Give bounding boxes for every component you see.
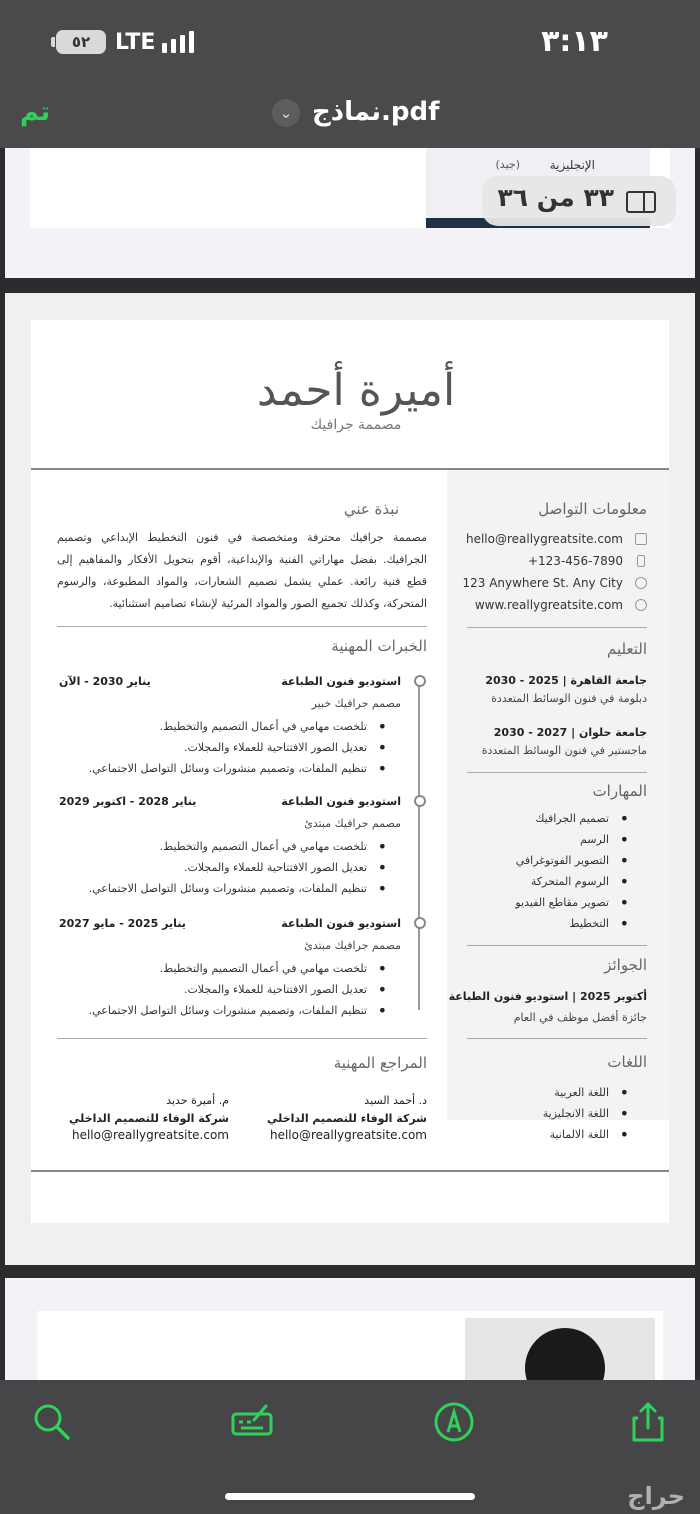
job-bullet: تلخصت مهامي في أعمال التصميم والتخطيط. • bbox=[160, 840, 367, 853]
job-dates: يناير 2030 - الآن bbox=[59, 675, 151, 688]
reference-email: hello@reallygreatsite.com bbox=[269, 1128, 427, 1142]
footer-divider bbox=[31, 1170, 669, 1172]
language-item: اللغة الانجليزية • bbox=[543, 1107, 609, 1120]
job-bullet: تنظيم الملفات، وتصميم منشورات وسائل التواصل الاجتماعي. • bbox=[89, 882, 367, 895]
job-company: استوديو فنون الطباعة bbox=[281, 675, 401, 688]
page-counter-text: ٣٣ من ٣٦ bbox=[497, 183, 614, 212]
skill-item: التخطيط • bbox=[569, 917, 609, 930]
skill-item: التصوير الفوتوغرافي • bbox=[516, 854, 609, 867]
references-title: المراجع المهنية bbox=[333, 1054, 427, 1072]
annotate-icon[interactable] bbox=[432, 1400, 476, 1444]
skill-item: الرسم • bbox=[580, 833, 609, 846]
previous-language: الإنجليزية bbox=[549, 158, 595, 172]
reference-email: hello@reallygreatsite.com bbox=[71, 1128, 229, 1142]
page-counter[interactable] bbox=[482, 176, 676, 226]
job-bullet: تعديل الصور الافتتاحية للعملاء والمجلات. • bbox=[184, 741, 367, 754]
search-icon[interactable] bbox=[30, 1400, 74, 1444]
job-role: مصمم جرافيك مبتدئ bbox=[304, 817, 401, 830]
mail-icon bbox=[635, 533, 647, 545]
job-bullet: تلخصت مهامي في أعمال التصميم والتخطيط. • bbox=[160, 962, 367, 975]
education-item-desc: ماجستير في فنون الوسائط المتعددة bbox=[481, 744, 647, 757]
language-item: اللغة العربية • bbox=[554, 1086, 609, 1099]
job-role: مصمم جرافيك خبير bbox=[311, 697, 401, 710]
battery-indicator: ٥٢ bbox=[56, 30, 106, 54]
next-page bbox=[5, 1278, 695, 1380]
battery-tip bbox=[51, 37, 55, 47]
education-item-header: جامعة حلوان | 2027 - 2030 bbox=[493, 726, 647, 739]
skill-item: تصوير مقاطع الفيديو • bbox=[515, 896, 609, 909]
signal-icon bbox=[162, 31, 198, 53]
sidebar-column: معلومات التواصل hello@reallygreatsite.com +123-456-7890 123 Anywhere St. Any City www.reallygreatsite.com التعليم جامعة القاهرة | 2025 - 2030 دبلومة في فنون الوسائط المتعددة جامعة حلوان | 2027 - 2030 ماجستير في فنون الوسائط المتعددة المهارات تصميم الجرافيك • الرسم • التصوير الفوتوغرافي • الرسوم المتحركة • تصوير مقاطع الفيديو • التخطيط • الجوائز أكتوبر 2025 | استوديو فنون الطباعة جائزة أفضل موظف في العام اللغات اللغة العربية • اللغة الانجليزية • اللغة الالمانية • bbox=[447, 470, 669, 1120]
profile-photo bbox=[465, 1318, 655, 1380]
document-title[interactable]: نماذج.pdf bbox=[312, 97, 440, 127]
timeline-dot bbox=[414, 675, 426, 687]
reference-company: شركة الوفاء للتصميم الداخلي bbox=[267, 1112, 427, 1125]
award-desc: جائزة أفضل موظف في العام bbox=[513, 1011, 647, 1024]
status-bar bbox=[0, 0, 700, 85]
divider bbox=[467, 945, 647, 946]
awards-title: الجوائز bbox=[604, 956, 647, 974]
chevron-down-icon[interactable]: ⌄ bbox=[272, 99, 300, 127]
sidebar-toggle-icon[interactable] bbox=[626, 191, 656, 213]
language-item: اللغة الالمانية • bbox=[550, 1128, 609, 1141]
job-dates: يناير 2028 - اكتوبر 2029 bbox=[59, 795, 197, 808]
award-header: أكتوبر 2025 | استوديو فنون الطباعة bbox=[448, 990, 647, 1003]
job-bullet: تعديل الصور الافتتاحية للعملاء والمجلات. • bbox=[184, 983, 367, 996]
timeline bbox=[418, 680, 420, 1010]
job-bullet: تلخصت مهامي في أعمال التصميم والتخطيط. • bbox=[160, 720, 367, 733]
nav-bar bbox=[0, 85, 700, 148]
timeline-dot bbox=[414, 795, 426, 807]
education-item-header: جامعة القاهرة | 2025 - 2030 bbox=[485, 674, 647, 687]
skills-title: المهارات bbox=[592, 782, 647, 800]
job-bullet: تعديل الصور الافتتاحية للعملاء والمجلات. • bbox=[184, 861, 367, 874]
skill-item: تصميم الجرافيك • bbox=[535, 812, 609, 825]
job-dates: يناير 2025 - مايو 2027 bbox=[59, 917, 186, 930]
job-company: استوديو فنون الطباعة bbox=[281, 917, 401, 930]
globe-icon bbox=[635, 599, 647, 611]
home-indicator[interactable] bbox=[225, 1493, 475, 1500]
job-bullet: تنظيم الملفات، وتصميم منشورات وسائل التواصل الاجتماعي. • bbox=[89, 1004, 367, 1017]
reference-company: شركة الوفاء للتصميم الداخلي bbox=[69, 1112, 229, 1125]
clock: ٣:١٣ bbox=[541, 24, 608, 59]
job-company: استوديو فنون الطباعة bbox=[281, 795, 401, 808]
reference-name: د. أحمد السيد bbox=[364, 1094, 427, 1107]
current-page bbox=[5, 293, 695, 1265]
about-title: نبذة عني bbox=[343, 500, 399, 518]
previous-language-level: (جيد) bbox=[495, 158, 520, 171]
languages-title: اللغات bbox=[607, 1053, 647, 1071]
divider bbox=[467, 627, 647, 628]
cv-role: مصممة جرافيك bbox=[310, 417, 402, 433]
location-icon bbox=[635, 577, 647, 589]
divider bbox=[467, 1038, 647, 1039]
job-role: مصمم جرافيك مبتدئ bbox=[304, 939, 401, 952]
education-item-desc: دبلومة في فنون الوسائط المتعددة bbox=[491, 692, 647, 705]
experience-title: الخبرات المهنية bbox=[331, 637, 427, 655]
watermark-logo: حراج bbox=[627, 1482, 685, 1510]
skill-item: الرسوم المتحركة • bbox=[531, 875, 609, 888]
divider bbox=[467, 772, 647, 773]
divider bbox=[57, 1038, 427, 1039]
reference-name: م. أميرة حديد bbox=[166, 1094, 229, 1107]
pdf-viewer[interactable] bbox=[0, 148, 700, 1380]
network-label: LTE bbox=[115, 30, 156, 55]
divider bbox=[57, 626, 427, 627]
done-button[interactable]: تم bbox=[20, 97, 51, 127]
education-title: التعليم bbox=[607, 640, 647, 658]
share-icon[interactable] bbox=[626, 1400, 670, 1444]
timeline-dot bbox=[414, 917, 426, 929]
contact-title: معلومات التواصل bbox=[538, 500, 647, 518]
cv-name: أميرة أحمد bbox=[256, 365, 456, 416]
job-bullet: تنظيم الملفات، وتصميم منشورات وسائل التواصل الاجتماعي. • bbox=[89, 762, 367, 775]
phone-icon bbox=[637, 555, 645, 567]
about-text: مصممة جرافيك محترفة ومتخصصة في فنون التخطيط الإبداعي وتصميم الجرافيك. بفضل مهاراتي الفنية والإبداعية، أقوم بتحويل الأفكار والمفاهيم إلى قطع فنية رائعة. عملي يشمل تصميم الشعارات، والمواد المطبوعة، والرسوم المتحركة، وكذلك تجميع الصور والمواد المرئية لإنشاء تصاميم استثنائية. bbox=[57, 531, 427, 610]
cv-document bbox=[31, 320, 669, 1223]
markup-icon[interactable] bbox=[230, 1400, 274, 1444]
